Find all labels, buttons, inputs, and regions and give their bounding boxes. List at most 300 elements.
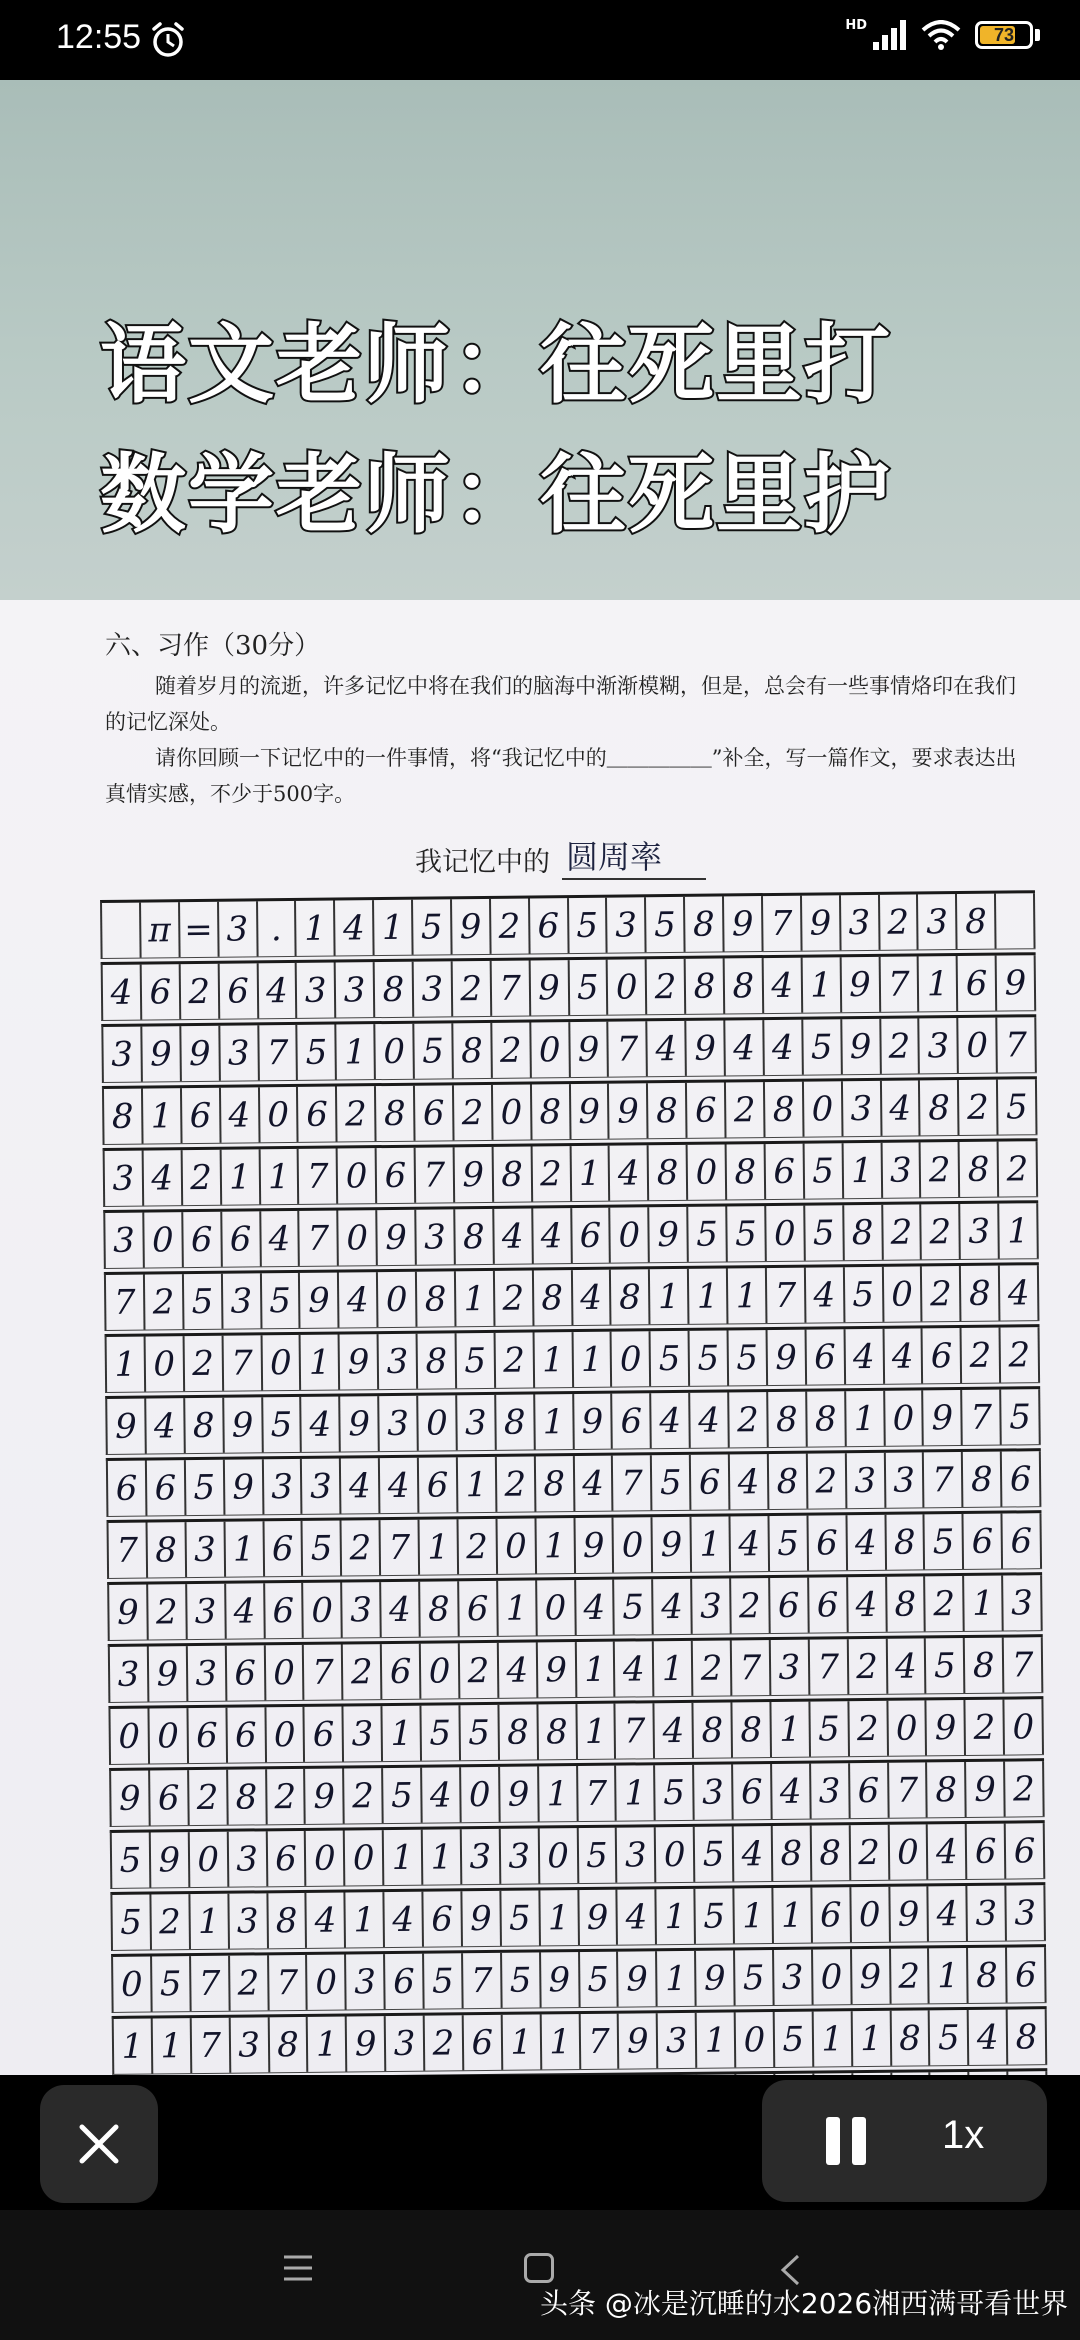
grid-cell: 4 bbox=[928, 1824, 967, 1879]
grid-cell: 4 bbox=[929, 1886, 968, 1941]
grid-cell: 8 bbox=[228, 1769, 267, 1824]
grid-cell: 4 bbox=[610, 1145, 649, 1200]
grid-cell: 2 bbox=[458, 1519, 497, 1574]
grid-cell: 0 bbox=[265, 1645, 304, 1700]
caption-line-2: 数学老师：往死里护 bbox=[100, 445, 892, 545]
grid-cell: = bbox=[180, 902, 219, 957]
grid-cell: 9 bbox=[109, 1585, 148, 1640]
grid-cell: 6 bbox=[1006, 1823, 1045, 1878]
grid-cell: 8 bbox=[968, 1948, 1007, 2003]
battery-icon bbox=[975, 21, 1033, 49]
grid-cell: 1 bbox=[423, 1829, 462, 1884]
grid-cell: 8 bbox=[420, 1581, 459, 1636]
grid-cell: 8 bbox=[732, 1702, 771, 1757]
grid-cell: 5 bbox=[651, 1331, 690, 1386]
grid-cell: 5 bbox=[186, 1460, 225, 1515]
grid-cell: 6 bbox=[298, 1087, 337, 1142]
grid-cell: 3 bbox=[658, 2013, 697, 2068]
grid-cell: 9 bbox=[927, 1700, 966, 1755]
grid-cell: 0 bbox=[608, 959, 647, 1014]
writing-grid bbox=[100, 890, 1049, 2075]
grid-cell: 5 bbox=[414, 1023, 453, 1078]
grid-cell: 8 bbox=[686, 958, 725, 1013]
grid-cell: 4 bbox=[385, 1892, 424, 1947]
grid-cell: 7 bbox=[580, 2014, 619, 2069]
grid-cell: 2 bbox=[729, 1392, 768, 1447]
grid-cell: 5 bbox=[769, 1516, 808, 1571]
grid-cell: 9 bbox=[151, 1832, 190, 1887]
grid-cell: 1 bbox=[540, 1890, 579, 1945]
grid-cell: 6 bbox=[150, 1770, 189, 1825]
grid-cell: 6 bbox=[423, 1891, 462, 1946]
grid-cell: 1 bbox=[374, 900, 413, 955]
grid-cell: 0 bbox=[497, 1518, 536, 1573]
grid-cell: 9 bbox=[149, 1646, 188, 1701]
grid-cell: 6 bbox=[808, 1515, 847, 1570]
grid-cell: 8 bbox=[611, 1269, 650, 1324]
grid-cell: 2 bbox=[425, 2015, 464, 2070]
grid-cell: 4 bbox=[422, 1767, 461, 1822]
grid-cell: 4 bbox=[572, 1270, 611, 1325]
grid-cell: 6 bbox=[419, 1457, 458, 1512]
grid-cell: 6 bbox=[264, 1521, 303, 1576]
grid-cell: 8 bbox=[535, 1456, 574, 1511]
grid-cell: 5 bbox=[803, 1019, 842, 1074]
grid-cell: 1 bbox=[107, 1337, 146, 1392]
grid-cell: 2 bbox=[343, 1644, 382, 1699]
grid-cell: 3 bbox=[110, 1647, 149, 1702]
grid-cell: 2 bbox=[180, 964, 219, 1019]
grid-row bbox=[101, 952, 1037, 1021]
grid-cell: 9 bbox=[500, 1766, 539, 1821]
grid-cell: 7 bbox=[732, 1640, 771, 1695]
grid-cell: 0 bbox=[113, 1957, 152, 2012]
grid-cell: 9 bbox=[619, 2013, 658, 2068]
grid-cell: 2 bbox=[1001, 1327, 1040, 1382]
grid-cell: 4 bbox=[651, 1393, 690, 1448]
grid-cell: 7 bbox=[578, 1766, 617, 1821]
grid-cell: 2 bbox=[922, 1266, 961, 1321]
grid-cell: 4 bbox=[653, 1579, 692, 1634]
video-frame[interactable] bbox=[0, 80, 1080, 2075]
grid-cell: 8 bbox=[768, 1392, 807, 1447]
grid-cell: 6 bbox=[850, 1763, 889, 1818]
grid-cell: 0 bbox=[531, 1022, 570, 1077]
grid-row bbox=[108, 1634, 1044, 1703]
grid-cell: 5 bbox=[460, 1705, 499, 1760]
grid-cell: 0 bbox=[736, 2012, 775, 2067]
grid-cell: 3 bbox=[1003, 1575, 1042, 1630]
grid-cell: 2 bbox=[693, 1640, 732, 1695]
grid-cell: 3 bbox=[918, 894, 957, 949]
grid-cell: 0 bbox=[493, 1084, 532, 1139]
grid-cell: 6 bbox=[613, 1393, 652, 1448]
grid-cell: 2 bbox=[267, 1769, 306, 1824]
grid-cell: 3 bbox=[105, 1213, 144, 1268]
grid-cell: 1 bbox=[999, 1203, 1038, 1258]
grid-cell: 8 bbox=[727, 1144, 766, 1199]
grid-cell: 9 bbox=[841, 957, 880, 1012]
grid-cell: 1 bbox=[697, 2012, 736, 2067]
grid-cell: 4 bbox=[380, 1458, 419, 1513]
grid-cell: 0 bbox=[688, 1144, 727, 1199]
grid-cell: 4 bbox=[144, 1150, 183, 1205]
grid-cell: 1 bbox=[919, 956, 958, 1011]
grid-cell: 8 bbox=[269, 2017, 308, 2072]
grid-cell: 9 bbox=[649, 1207, 688, 1262]
grid-cell: 8 bbox=[725, 958, 764, 1013]
grid-cell: 0 bbox=[304, 1582, 343, 1637]
grid-cell: 9 bbox=[574, 1394, 613, 1449]
grid-cell: 3 bbox=[462, 1829, 501, 1884]
grid-cell: 6 bbox=[265, 1583, 304, 1638]
grid-cell: 9 bbox=[570, 1022, 609, 1077]
grid-cell: 6 bbox=[765, 1144, 804, 1199]
grid-cell: 4 bbox=[725, 1020, 764, 1075]
grid-cell: 2 bbox=[337, 1086, 376, 1141]
grid-cell: 8 bbox=[268, 1893, 307, 1948]
status-time: 12:55 bbox=[56, 18, 142, 56]
grid-cell: 3 bbox=[336, 962, 375, 1017]
grid-cell: 7 bbox=[767, 1268, 806, 1323]
grid-cell: 3 bbox=[105, 1151, 144, 1206]
grid-cell: 6 bbox=[964, 1514, 1003, 1569]
grid-cell: 6 bbox=[459, 1581, 498, 1636]
menu-icon[interactable] bbox=[282, 2253, 314, 2283]
grid-cell: 7 bbox=[924, 1452, 963, 1507]
grid-cell: 2 bbox=[230, 1955, 269, 2010]
grid-cell: 4 bbox=[764, 958, 803, 1013]
grid-cell: 9 bbox=[530, 960, 569, 1015]
grid-cell: 2 bbox=[891, 1948, 930, 2003]
grid-cell: 6 bbox=[142, 964, 181, 1019]
battery-percent: 73 bbox=[993, 24, 1015, 45]
grid-cell: 1 bbox=[308, 2016, 347, 2071]
grid-cell: 4 bbox=[103, 965, 142, 1020]
grid-cell: 5 bbox=[695, 1826, 734, 1881]
grid-cell: 0 bbox=[1005, 1699, 1044, 1754]
grid-cell: 4 bbox=[734, 1826, 773, 1881]
grid-cell: 9 bbox=[997, 955, 1036, 1010]
grid-cell: 1 bbox=[535, 1394, 574, 1449]
signal-icon bbox=[873, 20, 907, 50]
grid-cell: 3 bbox=[263, 1459, 302, 1514]
grid-cell: 6 bbox=[572, 1208, 611, 1263]
grid-cell: 1 bbox=[541, 2014, 580, 2069]
grid-cell: 5 bbox=[727, 1206, 766, 1261]
grid-cell: 0 bbox=[338, 1148, 377, 1203]
grid-cell: 2 bbox=[850, 1825, 889, 1880]
grid-cell: 8 bbox=[765, 1082, 804, 1137]
grid-cell: 6 bbox=[222, 1211, 261, 1266]
grid-cell: 3 bbox=[414, 961, 453, 1016]
grid-cell: 6 bbox=[385, 1954, 424, 2009]
grid-cell: 5 bbox=[112, 1895, 151, 1950]
grid-cell: 2 bbox=[342, 1520, 381, 1575]
grid-cell: 6 bbox=[415, 1085, 454, 1140]
grid-cell: 8 bbox=[965, 1638, 1004, 1693]
close-icon bbox=[77, 2122, 121, 2166]
grid-cell: 8 bbox=[376, 1086, 415, 1141]
grid-cell: 4 bbox=[146, 1398, 185, 1453]
grid-row bbox=[110, 1820, 1046, 1889]
grid-cell: 0 bbox=[537, 1580, 576, 1635]
grid-cell: 3 bbox=[920, 1018, 959, 1073]
grid-cell: 5 bbox=[688, 1206, 727, 1261]
grid-cell: 2 bbox=[460, 1643, 499, 1698]
grid-cell: 0 bbox=[804, 1081, 843, 1136]
grid-cell: 9 bbox=[724, 896, 763, 951]
grid-cell: 4 bbox=[969, 2010, 1008, 2065]
grid-cell: 3 bbox=[219, 901, 258, 956]
grid-cell: 9 bbox=[107, 1399, 146, 1454]
grid-cell: 5 bbox=[805, 1205, 844, 1260]
grid-cell: 5 bbox=[421, 1705, 460, 1760]
grid-cell: 2 bbox=[344, 1768, 383, 1823]
grid-cell: 9 bbox=[618, 1951, 657, 2006]
grid-cell: 2 bbox=[454, 1085, 493, 1140]
grid-cell: 8 bbox=[455, 1209, 494, 1264]
grid-cell: 1 bbox=[773, 1888, 812, 1943]
grid-cell: 4 bbox=[618, 1889, 657, 1944]
grid-cell: 7 bbox=[491, 960, 530, 1015]
grid-cell: 6 bbox=[733, 1764, 772, 1819]
grid-cell: 3 bbox=[186, 1522, 225, 1577]
grid-cell: 7 bbox=[613, 1455, 652, 1510]
grid-cell: 3 bbox=[457, 1395, 496, 1450]
grid-cell: 9 bbox=[842, 1019, 881, 1074]
grid-cell: 1 bbox=[813, 2011, 852, 2066]
grid-cell: 9 bbox=[181, 1026, 220, 1081]
close-button[interactable] bbox=[40, 2085, 158, 2203]
grid-cell: 6 bbox=[267, 1831, 306, 1886]
grid-cell: 0 bbox=[149, 1708, 188, 1763]
grid-cell: 0 bbox=[375, 1024, 414, 1079]
grid-cell: 3 bbox=[692, 1578, 731, 1633]
grid-cell: 8 bbox=[773, 1826, 812, 1881]
grid-cell: 4 bbox=[307, 1892, 346, 1947]
grid-cell: 0 bbox=[611, 1207, 650, 1262]
grid-cell: 8 bbox=[499, 1704, 538, 1759]
grid-cell: 9 bbox=[111, 1771, 150, 1826]
grid-cell: 1 bbox=[577, 1704, 616, 1759]
grid-cell: 7 bbox=[191, 2018, 230, 2073]
grid-cell: 7 bbox=[304, 1644, 343, 1699]
grid-cell: 9 bbox=[537, 1642, 576, 1697]
grid-cell: 2 bbox=[532, 1146, 571, 1201]
grid-cell: 2 bbox=[731, 1578, 770, 1633]
grid-cell: 0 bbox=[851, 1887, 890, 1942]
grid-cell: 6 bbox=[958, 956, 997, 1011]
grid-cell: 6 bbox=[967, 1824, 1006, 1879]
grid-cell: 4 bbox=[574, 1456, 613, 1511]
grid-cell: 6 bbox=[691, 1454, 730, 1509]
grid-cell: 1 bbox=[852, 2011, 891, 2066]
grid-cell: 8 bbox=[1008, 2009, 1047, 2064]
grid-cell: 9 bbox=[142, 1026, 181, 1081]
grid-cell: 0 bbox=[144, 1212, 183, 1267]
grid-cell: 6 bbox=[464, 2015, 503, 2070]
pause-icon[interactable] bbox=[822, 2115, 872, 2167]
grid-cell: 5 bbox=[930, 2010, 969, 2065]
grid-cell: 2 bbox=[921, 1142, 960, 1197]
grid-cell: 7 bbox=[106, 1275, 145, 1330]
grid-cell: 0 bbox=[539, 1828, 578, 1883]
grid-row bbox=[102, 1076, 1038, 1145]
grid-cell: 1 bbox=[384, 1830, 423, 1885]
grid-cell: 8 bbox=[960, 1142, 999, 1197]
grid-cell: 4 bbox=[381, 1582, 420, 1637]
grid-cell: 4 bbox=[302, 1397, 341, 1452]
caption-line-1: 语文老师：往死里打 bbox=[100, 315, 892, 415]
grid-cell: 2 bbox=[495, 1270, 534, 1325]
grid-cell: 1 bbox=[383, 1706, 422, 1761]
grid-cell: 2 bbox=[849, 1701, 888, 1756]
grid-cell: 4 bbox=[533, 1208, 572, 1263]
grid-cell: 5 bbox=[729, 1330, 768, 1385]
grid-cell: 8 bbox=[538, 1704, 577, 1759]
playback-panel bbox=[762, 2080, 1047, 2202]
grid-cell: 1 bbox=[498, 1580, 537, 1635]
grid-cell: 0 bbox=[145, 1336, 184, 1391]
grid-cell: 9 bbox=[340, 1396, 379, 1451]
grid-cell: 3 bbox=[846, 1453, 885, 1508]
status-icons bbox=[845, 17, 1040, 50]
grid-cell: 0 bbox=[421, 1643, 460, 1698]
grid-cell: 3 bbox=[379, 1334, 418, 1389]
grid-cell: . bbox=[258, 901, 297, 956]
grid-cell: 8 bbox=[887, 1576, 926, 1631]
grid-cell: 1 bbox=[571, 1146, 610, 1201]
grid-cell: 7 bbox=[763, 896, 802, 951]
grid-cell: 5 bbox=[925, 1514, 964, 1569]
grid-cell: 1 bbox=[846, 1391, 885, 1446]
grid-cell: 3 bbox=[694, 1764, 733, 1819]
battery-nub bbox=[1035, 29, 1040, 41]
grid-cell: 3 bbox=[1006, 1885, 1045, 1940]
grid-cell: 3 bbox=[960, 1204, 999, 1259]
grid-cell: 2 bbox=[647, 959, 686, 1014]
grid-cell: 3 bbox=[500, 1828, 539, 1883]
grid-cell: 3 bbox=[885, 1452, 924, 1507]
grid-cell: 4 bbox=[261, 1211, 300, 1266]
grid-cell: 4 bbox=[494, 1208, 533, 1263]
grid-cell: 5 bbox=[696, 1888, 735, 1943]
grid-row bbox=[105, 1386, 1041, 1455]
grid-cell: 6 bbox=[183, 1212, 222, 1267]
grid-cell: 0 bbox=[885, 1390, 924, 1445]
grid-cell: 2 bbox=[497, 1456, 536, 1511]
grid-cell: 4 bbox=[226, 1583, 265, 1638]
grid-cell: 7 bbox=[381, 1520, 420, 1575]
grid-cell: 2 bbox=[1005, 1761, 1044, 1816]
grid-cell: 8 bbox=[886, 1514, 925, 1569]
grid-row bbox=[110, 1882, 1046, 1951]
grid-cell: 5 bbox=[580, 1952, 619, 2007]
grid-cell: 0 bbox=[345, 1830, 384, 1885]
grid-cell: 1 bbox=[576, 1642, 615, 1697]
grid-row bbox=[106, 1510, 1042, 1579]
grid-cell: 2 bbox=[491, 899, 530, 954]
grid-cell: 9 bbox=[452, 899, 491, 954]
grid-cell: 1 bbox=[539, 1766, 578, 1821]
grid-row bbox=[104, 1262, 1040, 1331]
watermark: 头条 @冰是沉睡的水2026湘西满哥看世界 bbox=[540, 2287, 1069, 2320]
grid-cell: 9 bbox=[454, 1147, 493, 1202]
grid-cell: 5 bbox=[502, 1952, 541, 2007]
grid-cell: 5 bbox=[152, 1956, 191, 2011]
grid-cell: 2 bbox=[151, 1894, 190, 1949]
grid-row bbox=[109, 1758, 1045, 1827]
grid-cell: 8 bbox=[453, 1023, 492, 1078]
grid-cell: 5 bbox=[569, 960, 608, 1015]
grid-cell: 4 bbox=[881, 1080, 920, 1135]
grid-cell: 7 bbox=[299, 1149, 338, 1204]
grid-cell: 1 bbox=[296, 901, 335, 956]
grid-cell: 0 bbox=[614, 1517, 653, 1572]
grid-cell: 6 bbox=[806, 1329, 845, 1384]
grid-cell: 2 bbox=[184, 1336, 223, 1391]
grid-cell: 1 bbox=[728, 1268, 767, 1323]
grid-cell: 4 bbox=[730, 1454, 769, 1509]
grid-cell: 1 bbox=[301, 1335, 340, 1390]
grid-cell: 0 bbox=[813, 1949, 852, 2004]
grid-cell: 3 bbox=[607, 897, 646, 952]
grid-cell: 9 bbox=[570, 1084, 609, 1139]
grid-cell: 4 bbox=[221, 1087, 260, 1142]
grid-cell: 0 bbox=[656, 1827, 695, 1882]
grid-cell: 6 bbox=[188, 1708, 227, 1763]
grid-row bbox=[108, 1696, 1044, 1765]
grid-cell: 9 bbox=[340, 1334, 379, 1389]
grid-cell: 6 bbox=[687, 1082, 726, 1137]
grid-cell: 7 bbox=[416, 1147, 455, 1202]
grid-cell: 2 bbox=[495, 1332, 534, 1387]
grid-cell: 2 bbox=[453, 961, 492, 1016]
grid-cell: 5 bbox=[735, 1950, 774, 2005]
grid-cell: 1 bbox=[654, 1641, 693, 1696]
grid-cell: 1 bbox=[190, 1894, 229, 1949]
grid-cell: 5 bbox=[998, 1079, 1037, 1134]
grid-cell: 8 bbox=[927, 1762, 966, 1817]
grid-cell: 8 bbox=[957, 894, 996, 949]
speed-button[interactable]: 1x bbox=[942, 2113, 985, 2157]
grid-cell: 7 bbox=[609, 1021, 648, 1076]
grid-cell: 5 bbox=[775, 2012, 814, 2067]
grid-cell: 2 bbox=[922, 1204, 961, 1259]
grid-cell: 1 bbox=[458, 1457, 497, 1512]
grid-cell: 1 bbox=[843, 1143, 882, 1198]
home-icon[interactable] bbox=[524, 2253, 554, 2283]
grid-cell: 4 bbox=[806, 1267, 845, 1322]
grid-cell: 2 bbox=[148, 1584, 187, 1639]
grid-cell: 8 bbox=[417, 1271, 456, 1326]
grid-cell: 0 bbox=[959, 1018, 998, 1073]
grid-cell: 0 bbox=[306, 1830, 345, 1885]
grid-cell: 4 bbox=[847, 1515, 886, 1570]
grid-cell: 1 bbox=[802, 957, 841, 1012]
grid-cell: 1 bbox=[420, 1519, 459, 1574]
grid-cell: 2 bbox=[182, 1150, 221, 1205]
grid-cell: 0 bbox=[190, 1832, 229, 1887]
grid-row bbox=[107, 1572, 1043, 1641]
grid-cell: 2 bbox=[726, 1082, 765, 1137]
grid-cell: 1 bbox=[689, 1268, 728, 1323]
grid-cell: 8 bbox=[920, 1080, 959, 1135]
grid-cell: 9 bbox=[802, 895, 841, 950]
grid-cell: 6 bbox=[1003, 1513, 1042, 1568]
grid-row bbox=[106, 1448, 1042, 1517]
